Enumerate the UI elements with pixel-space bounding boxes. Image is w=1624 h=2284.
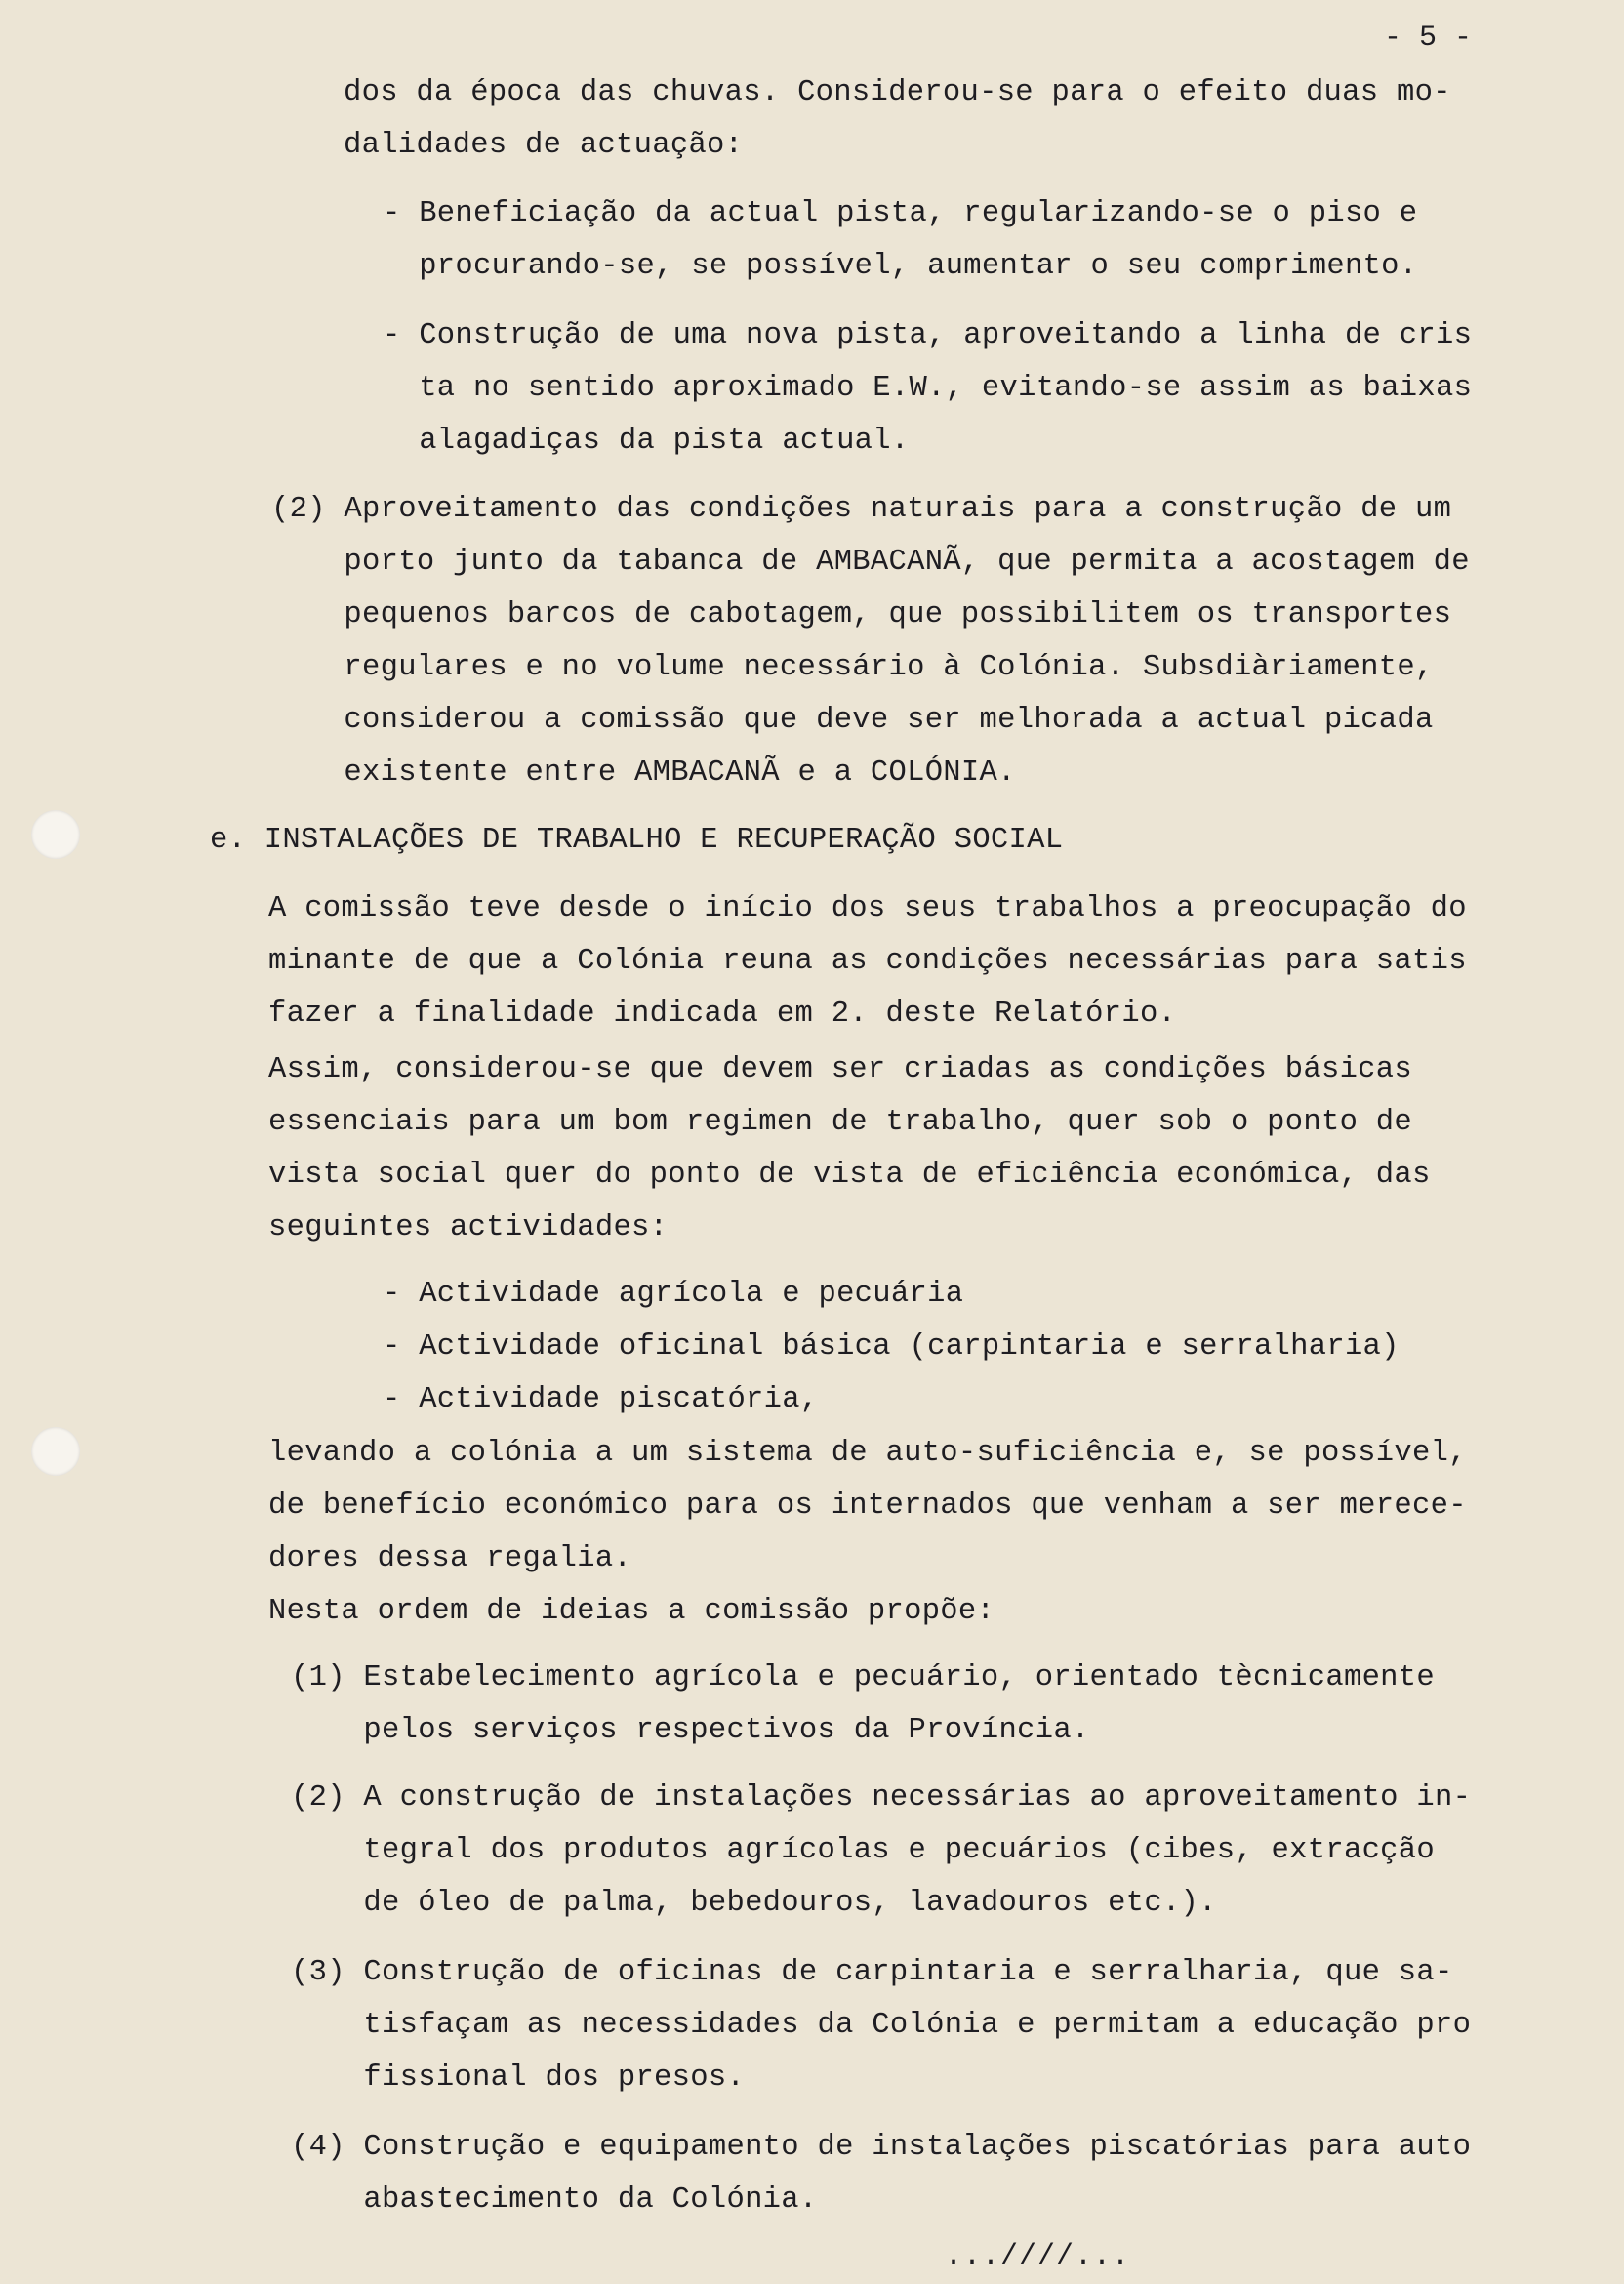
proposal-line: pelos serviços respectivos da Província. bbox=[291, 1714, 1090, 1747]
proposal-line: (3) Construção de oficinas de carpintaria e serralharia, que sa- bbox=[291, 1956, 1453, 1989]
item-line: considerou a comissão que deve ser melhorada a actual picada bbox=[271, 704, 1434, 737]
bullet-line: - Construção de uma nova pista, aproveitando a linha de cris bbox=[383, 319, 1473, 352]
proposal-line: (1) Estabelecimento agrícola e pecuário, orientado tècnicamente bbox=[291, 1661, 1435, 1694]
proposal-line: tegral dos produtos agrícolas e pecuários (cibes, extracção bbox=[291, 1834, 1435, 1867]
proposal-line: tisfaçam as necessidades da Colónia e permitam a educação pro bbox=[291, 2009, 1472, 2042]
bullet-line: ta no sentido aproximado E.W., evitando-se assim as baixas bbox=[383, 372, 1473, 405]
punch-hole-top bbox=[31, 810, 80, 859]
item-line: regulares e no volume necessário à Colónia. Subsdiàriamente, bbox=[271, 651, 1434, 684]
text-line: dos da época das chuvas. Considerou-se para o efeito duas mo- bbox=[344, 76, 1451, 109]
paragraph-line: levando a colónia a um sistema de auto-suficiência e, se possível, bbox=[268, 1437, 1467, 1470]
proposal-line: (2) A construção de instalações necessárias ao aproveitamento in- bbox=[291, 1781, 1472, 1815]
item-line: pequenos barcos de cabotagem, que possibilitem os transportes bbox=[271, 598, 1452, 632]
activity-item: - Actividade agrícola e pecuária bbox=[383, 1278, 964, 1311]
punch-hole-bottom bbox=[31, 1427, 80, 1476]
item-line: porto junto da tabanca de AMBACANÃ, que permita a acostagem de bbox=[271, 546, 1470, 579]
proposal-line: de óleo de palma, bebedouros, lavadouros etc.). bbox=[291, 1887, 1217, 1920]
paragraph-line: fazer a finalidade indicada em 2. deste Relatório. bbox=[268, 998, 1177, 1031]
activity-item: - Actividade piscatória, bbox=[383, 1383, 819, 1416]
bullet-line: - Beneficiação da actual pista, regularizando-se o piso e bbox=[383, 197, 1418, 230]
bullet-line: procurando-se, se possível, aumentar o seu comprimento. bbox=[383, 250, 1418, 283]
paragraph-line: Assim, considerou-se que devem ser criadas as condições básicas bbox=[268, 1053, 1412, 1086]
section-heading: e. INSTALAÇÕES DE TRABALHO E RECUPERAÇÃO SOCIAL bbox=[210, 824, 1064, 857]
paragraph-line: essenciais para um bom regimen de trabalho, quer sob o ponto de bbox=[268, 1106, 1412, 1139]
paragraph-line: dores dessa regalia. bbox=[268, 1542, 632, 1575]
item-line: (2) Aproveitamento das condições naturais para a construção de um bbox=[271, 493, 1452, 526]
text-line: dalidades de actuação: bbox=[344, 129, 744, 162]
paragraph-line: de benefício económico para os internados que venham a ser merece- bbox=[268, 1489, 1467, 1523]
paragraph-line: vista social quer do ponto de vista de eficiência económica, das bbox=[268, 1159, 1431, 1192]
page-number: - 5 - bbox=[1384, 21, 1473, 55]
paragraph-line: minante de que a Colónia reuna as condições necessárias para satis bbox=[268, 945, 1467, 978]
proposal-line: fissional dos presos. bbox=[291, 2061, 746, 2095]
continuation-mark: ...////... bbox=[945, 2240, 1131, 2273]
item-line: existente entre AMBACANÃ e a COLÓNIA. bbox=[271, 756, 1016, 790]
paragraph-line: A comissão teve desde o início dos seus trabalhos a preocupação do bbox=[268, 892, 1467, 925]
proposal-line: abastecimento da Colónia. bbox=[291, 2183, 818, 2217]
activity-item: - Actividade oficinal básica (carpintaria e serralharia) bbox=[383, 1330, 1400, 1364]
proposal-intro: Nesta ordem de ideias a comissão propõe: bbox=[268, 1595, 995, 1628]
paragraph-line: seguintes actividades: bbox=[268, 1211, 669, 1244]
proposal-line: (4) Construção e equipamento de instalações piscatórias para auto bbox=[291, 2131, 1472, 2164]
bullet-line: alagadiças da pista actual. bbox=[383, 425, 910, 458]
